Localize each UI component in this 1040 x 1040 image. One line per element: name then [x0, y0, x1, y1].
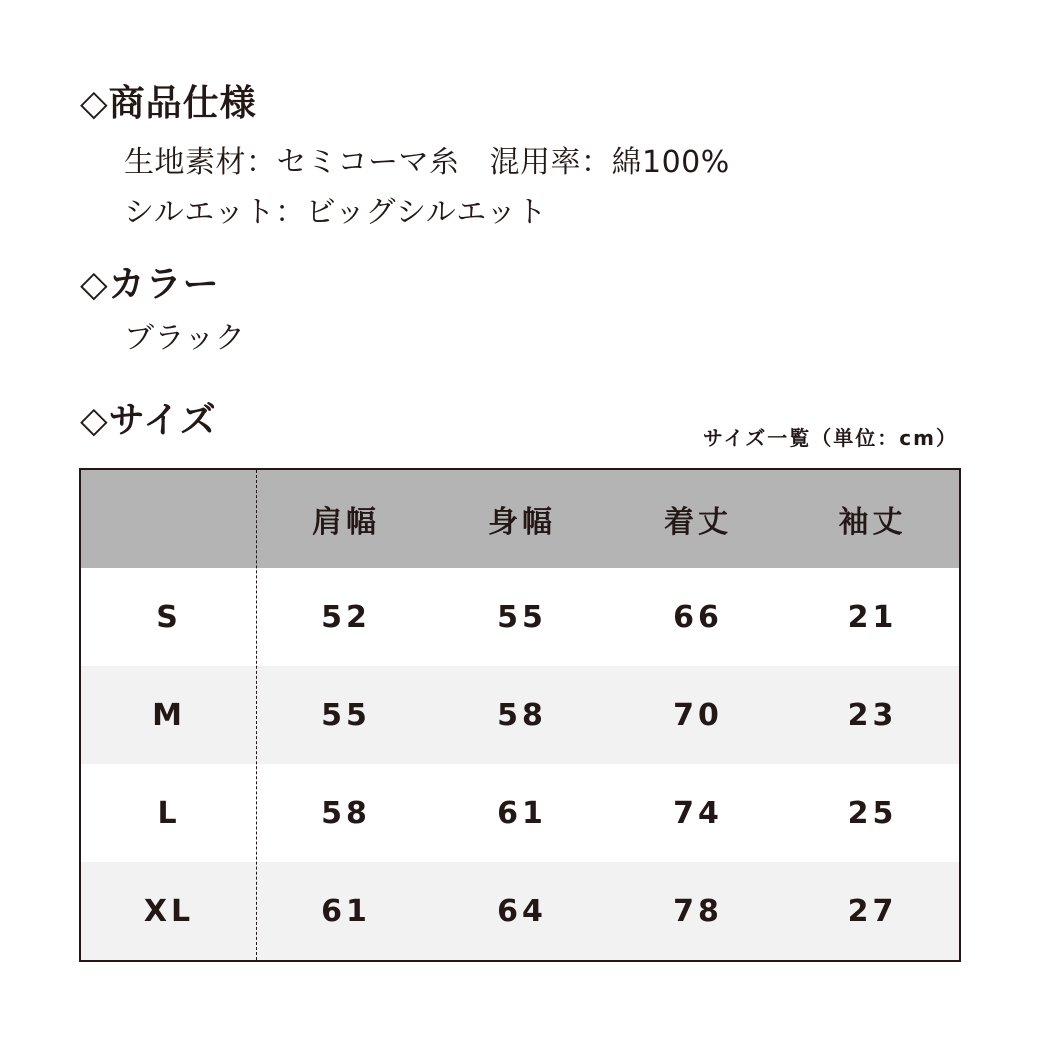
table-cell: 55: [497, 599, 547, 635]
header-cell-chest: 身幅: [488, 505, 556, 540]
size-table: [79, 468, 961, 962]
table-cell: 66: [673, 599, 723, 635]
blend-text: 混用率：綿100%: [489, 145, 730, 180]
table-row: [81, 862, 959, 960]
size-label-cell: S: [156, 599, 182, 635]
header-cell-sleeve: 袖丈: [838, 505, 907, 540]
table-cell: 21: [847, 599, 898, 635]
color-heading: ◇カラー: [80, 264, 220, 305]
size-heading: ◇サイズ: [80, 400, 217, 441]
header-cell-size: [81, 470, 257, 568]
table-cell: 23: [847, 697, 898, 733]
table-cell: 58: [497, 697, 547, 733]
table-header-row: [81, 470, 959, 568]
size-label-cell: M: [152, 697, 186, 733]
header-cell-shoulder: 肩幅: [312, 505, 380, 540]
size-unit-note: サイズ一覧（単位：cm）: [702, 426, 958, 450]
table-cell: 70: [673, 697, 723, 733]
silhouette-line: シルエット：ビッグシルエット: [124, 195, 548, 230]
table-cell: 25: [847, 795, 898, 831]
size-label-cell: L: [157, 795, 181, 831]
table-row: [81, 764, 959, 862]
table-cell: 64: [497, 893, 547, 929]
table-row: [81, 666, 959, 764]
table-cell: 55: [321, 697, 371, 733]
table-cell: 52: [321, 599, 371, 635]
material-line: [124, 143, 730, 183]
spec-heading: ◇商品仕様: [80, 83, 257, 124]
table-cell: 61: [321, 893, 371, 929]
table-cell: 74: [673, 795, 723, 831]
table-cell: 27: [847, 893, 898, 929]
table-cell: 58: [321, 795, 371, 831]
size-column-divider: [256, 470, 257, 960]
header-cell-length: 着丈: [664, 505, 732, 540]
table-row: [81, 568, 959, 666]
color-value: ブラック: [124, 321, 246, 356]
table-cell: 78: [673, 893, 723, 929]
size-label-cell: XL: [143, 893, 195, 929]
table-cell: 61: [497, 795, 547, 831]
material-text: 生地素材：セミコーマ糸: [124, 145, 460, 180]
